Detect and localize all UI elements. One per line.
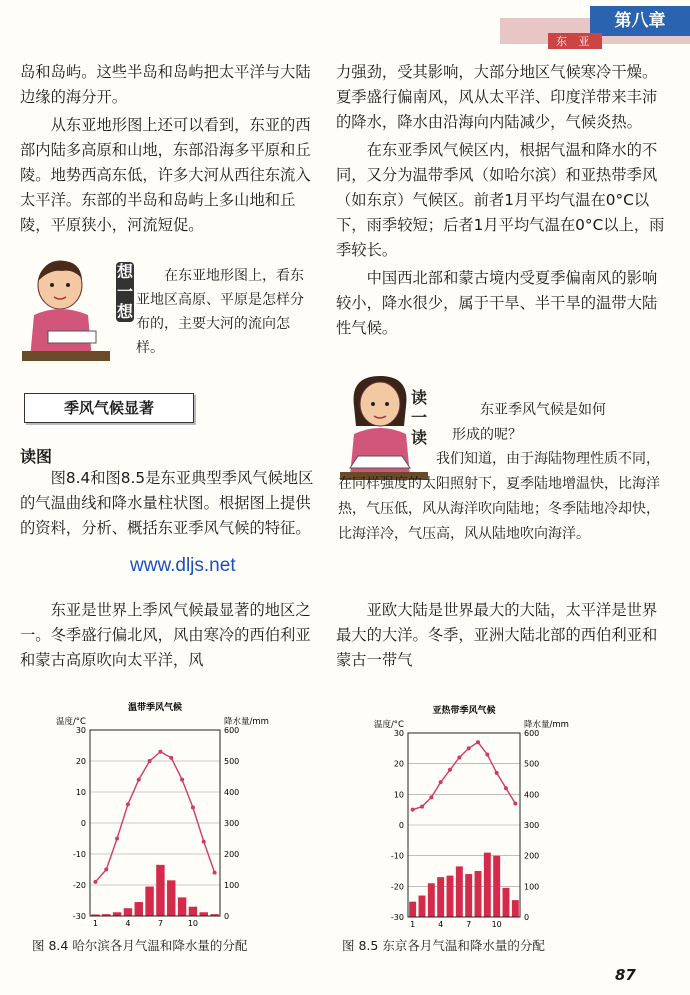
temperature-point	[202, 840, 206, 844]
precip-bar	[419, 896, 426, 917]
y-axis-label: 温度/°C	[373, 720, 404, 730]
right-paragraph-2: 在东亚季风气候区内，根据气温和降水的不同，又分为温带季风（如哈尔滨）和亚热带季风（如东京）气候区。前者1月平均气温在0°C以下，雨季较短；后者1月平均气温在0°C以上，雨季较长。	[336, 141, 665, 259]
temperature-point	[420, 805, 424, 809]
temp-tick-label: -10	[72, 850, 86, 859]
temp-tick-label: 10	[75, 788, 86, 797]
temperature-point	[448, 768, 452, 772]
temp-tick-label: -20	[390, 882, 404, 892]
month-tick-label: 7	[157, 919, 163, 928]
temp-tick-label: 20	[393, 759, 404, 769]
temp-tick-label: 30	[393, 729, 404, 738]
precip-bar	[124, 908, 132, 916]
precip-tick-label: 400	[524, 790, 540, 800]
y-axis-label: 温度/°C	[55, 717, 86, 727]
think-tag: 想一想	[116, 262, 133, 321]
left-paragraph-1: 岛和岛屿。这些半岛和岛屿把太平洋与大陆边缘的海分开。	[20, 63, 311, 106]
temp-tick-label: 10	[393, 790, 404, 800]
right-paragraph-3: 中国西北部和蒙古境内受夏季偏南风的影响较小，降水很少，属于干旱、半干旱的温带大陆性气候。	[336, 269, 658, 337]
month-tick-label: 10	[491, 920, 502, 929]
y2-axis-label: 降水量/mm	[224, 717, 269, 727]
month-tick-label: 7	[466, 920, 472, 929]
precip-bar	[189, 907, 197, 916]
precip-bar	[512, 900, 519, 917]
precip-bar	[113, 912, 121, 916]
temperature-point	[504, 786, 508, 790]
temp-tick-label: 20	[75, 757, 86, 766]
chart-title: 亚热带季风气候	[432, 706, 496, 716]
chapter-tab: 第八章	[590, 6, 690, 36]
temperature-point	[213, 871, 217, 875]
read-heading: 读图	[20, 447, 53, 466]
temperature-point	[457, 756, 461, 760]
precip-bar	[447, 876, 454, 917]
temperature-point	[429, 795, 433, 799]
boy-reading-illustration	[22, 255, 112, 365]
read-answer: 我们知道，由于海陆物理性质不同，在同样强度的太阳照射下，夏季陆地增温快，比海洋热，气压低，风从海洋吹向陆地；冬季陆地冷却快，比海洋冷，气压高，风从陆地吹向海洋。	[338, 451, 660, 542]
temperature-point	[137, 778, 141, 782]
precip-tick-label: 200	[524, 851, 540, 861]
temperature-point	[467, 746, 471, 750]
temperature-point	[191, 806, 195, 810]
y2-axis-label: 降水量/mm	[524, 720, 569, 730]
precip-bar	[428, 883, 435, 917]
precip-bar	[167, 880, 175, 916]
precip-bar	[465, 874, 472, 917]
read-tag: 读一读	[410, 388, 427, 447]
precip-bar	[456, 866, 463, 917]
temperature-point	[158, 750, 162, 754]
temperature-line	[95, 752, 214, 882]
precip-bar	[200, 912, 208, 916]
precip-tick-label: 600	[524, 729, 540, 738]
temperature-point	[495, 771, 499, 775]
precip-bar	[475, 871, 482, 917]
page-number: 87	[615, 966, 636, 984]
left-paragraph-3: 东亚是世界上季风气候最显著的地区之一。冬季盛行偏北风，风由寒冷的西伯利亚和蒙古高原吹向太平洋，风	[20, 601, 311, 669]
right-paragraph-4-block	[336, 598, 666, 673]
temp-tick-label: 30	[75, 726, 86, 735]
temp-tick-label: -30	[390, 913, 404, 922]
figure-8-4-caption: 图 8.4 哈尔滨各月气温和降水量的分配	[32, 938, 248, 953]
think-prompt: 在东亚地形图上，看东亚地区高原、平原是怎样分布的，主要大河的流向怎样。	[136, 268, 304, 356]
precip-tick-label: 100	[224, 881, 240, 890]
harbin-climate-chart	[40, 680, 300, 930]
precip-tick-label: 400	[224, 788, 240, 797]
precip-tick-label: 500	[224, 757, 240, 766]
temp-tick-label: 0	[80, 819, 86, 828]
tokyo-climate-chart	[360, 688, 580, 933]
temp-tick-label: 0	[398, 821, 404, 830]
chart-title: 温带季风气候	[127, 703, 183, 713]
precip-bar	[493, 856, 500, 917]
temperature-point	[411, 808, 415, 812]
temperature-point	[439, 780, 443, 784]
left-paragraph-3-block	[20, 598, 320, 673]
right-paragraph-1: 力强劲，受其影响，大部分地区气候寒冷干燥。夏季盛行偏南风，风从太平洋、印度洋带来丰沛的降水，降水由沿海向内陆减少，气候炎热。	[336, 63, 658, 131]
temp-tick-label: -10	[390, 851, 404, 861]
temp-tick-label: -30	[72, 912, 86, 921]
precip-tick-label: 100	[524, 882, 540, 892]
temperature-point	[126, 802, 130, 806]
watermark-url: www.dljs.net	[130, 555, 236, 576]
precip-tick-label: 600	[224, 726, 240, 735]
read-figure-paragraph: 图8.4和图8.5是东亚典型季风气候地区的气温曲线和降水量柱状图。根据图上提供的资料，分析、概括东亚季风气候的特征。	[20, 469, 314, 537]
month-tick-label: 1	[92, 919, 98, 928]
precip-tick-label: 0	[524, 913, 530, 922]
temperature-line	[413, 742, 516, 810]
read-figure-text	[20, 466, 320, 541]
precip-bar	[503, 888, 510, 917]
precip-bar	[437, 877, 444, 917]
precip-bar	[135, 902, 143, 916]
precip-tick-label: 200	[224, 850, 240, 859]
precip-tick-label: 500	[524, 759, 540, 769]
right-paragraph-4: 亚欧大陆是世界最大的大陆，太平洋是世界最大的大洋。冬季，亚洲大陆北部的西伯利亚和蒙古一带气	[336, 601, 658, 669]
chapter-subtitle: 东 亚	[548, 33, 602, 49]
temperature-point	[115, 837, 119, 841]
precip-tick-label: 0	[224, 912, 230, 921]
precip-bar	[409, 902, 416, 917]
precip-bar	[178, 897, 186, 916]
precip-bar	[145, 887, 153, 916]
month-tick-label: 4	[438, 920, 444, 929]
section-title: 季风气候显著	[24, 393, 194, 423]
precip-bar	[156, 865, 164, 916]
left-column	[20, 60, 320, 238]
temperature-point	[476, 740, 480, 744]
precip-tick-label: 300	[524, 821, 540, 830]
right-column	[336, 60, 666, 341]
precip-bar	[484, 853, 491, 917]
temperature-point	[104, 868, 108, 872]
read-question: 东亚季风气候是如何形成的呢？	[452, 402, 606, 443]
left-paragraph-2: 从东亚地形图上还可以看到，东亚的西部内陆多高原和山地，东部沿海多平原和丘陵。地势西高东低，许多大河从西往东流入太平洋。东部的半岛和岛屿上多山地和丘陵，平原狭小，河流短促。	[20, 116, 311, 234]
temperature-point	[93, 880, 97, 884]
figure-8-5-caption: 图 8.5 东京各月气温和降水量的分配	[342, 938, 545, 953]
temp-tick-label: -20	[72, 881, 86, 890]
precip-tick-label: 300	[224, 819, 240, 828]
temperature-point	[148, 759, 152, 763]
temperature-point	[485, 752, 489, 756]
temperature-point	[169, 756, 173, 760]
month-tick-label: 10	[187, 919, 199, 928]
temperature-point	[513, 802, 517, 806]
month-tick-label: 1	[410, 920, 416, 929]
temperature-point	[180, 778, 184, 782]
month-tick-label: 4	[125, 919, 131, 928]
